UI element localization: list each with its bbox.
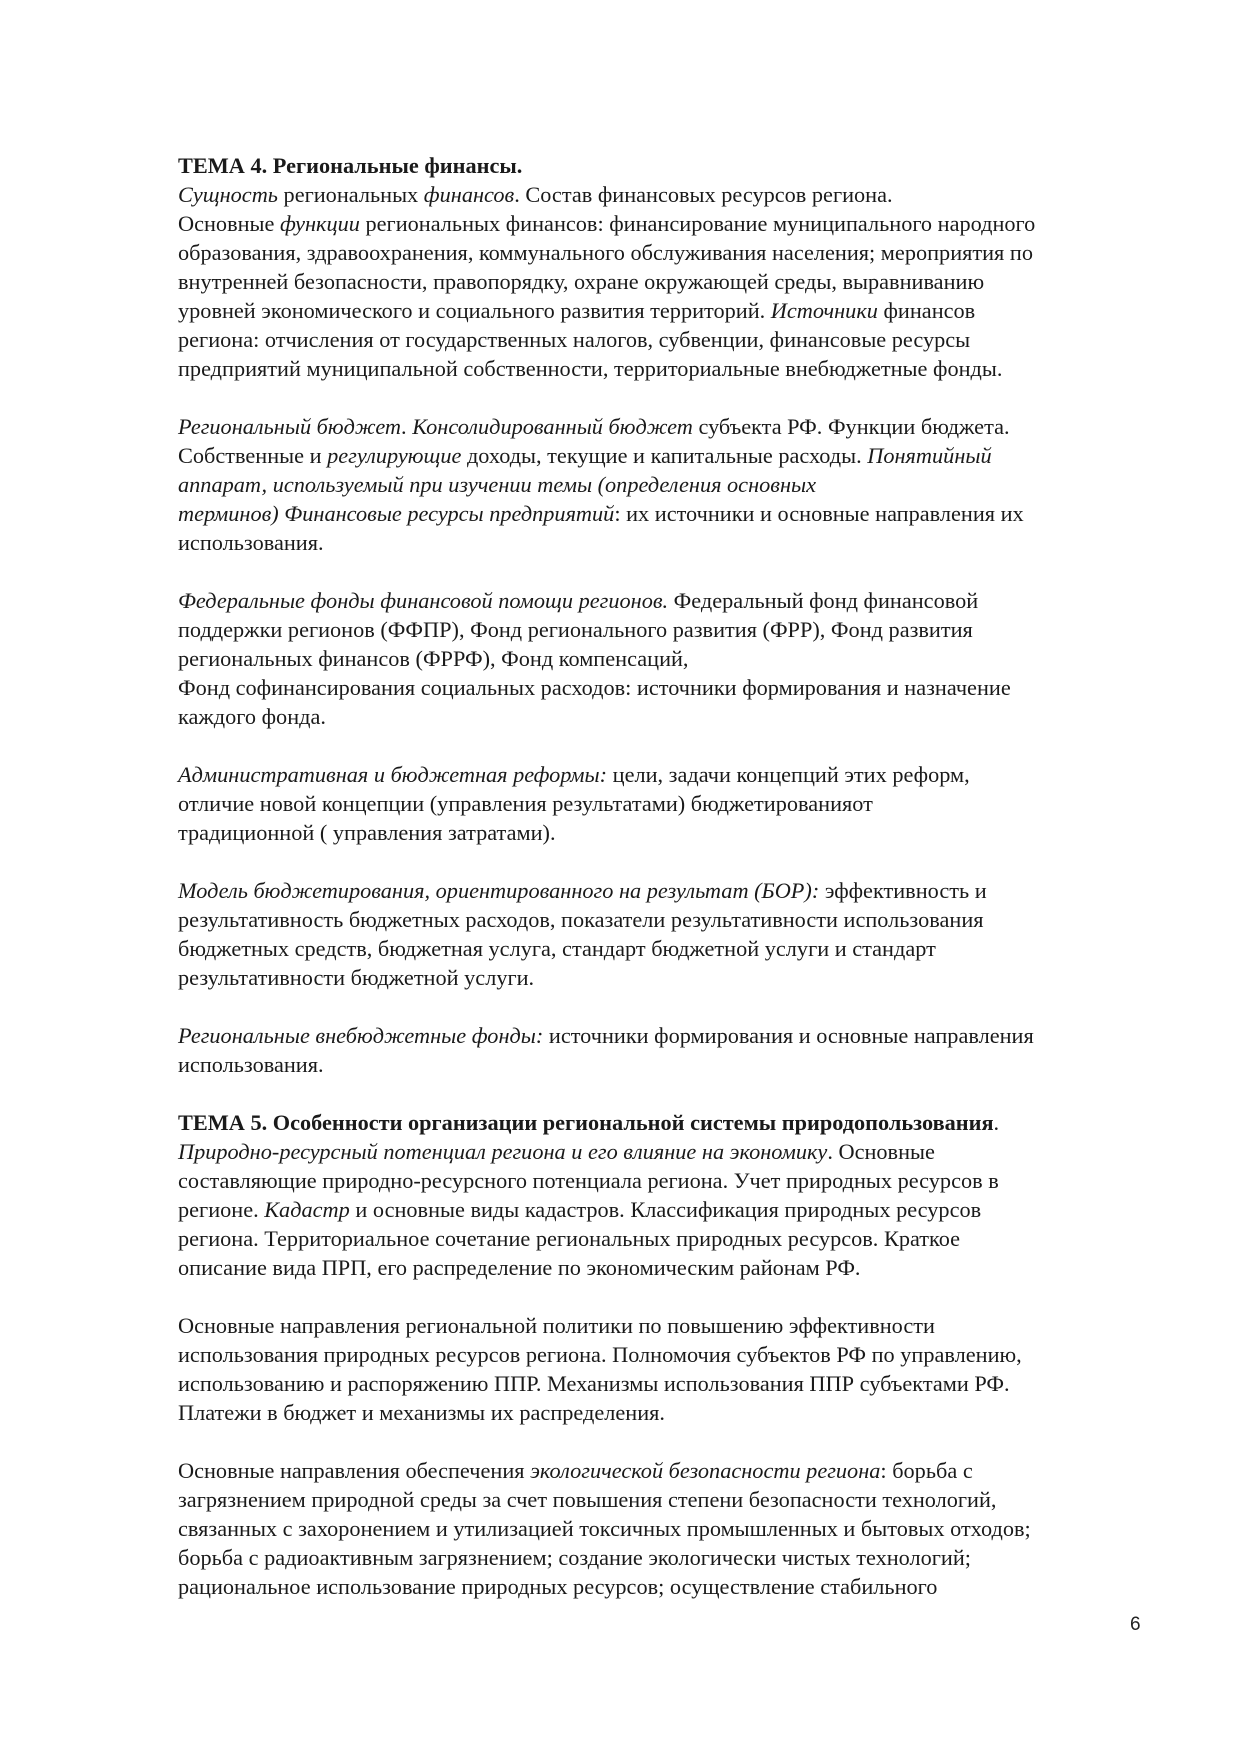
- text-line: [178, 1021, 1163, 1050]
- text-run: Собственные и: [178, 443, 328, 468]
- text-run: . Основные: [827, 1139, 935, 1164]
- topic5-heading-text: ТЕМА 5. Особенности организации региональной системы природопользования: [178, 1110, 994, 1135]
- italic-term: финансов: [423, 182, 515, 207]
- text-run: субъекта РФ. Функции бюджета.: [692, 414, 1010, 439]
- topic5-policy-paragraph: [178, 1311, 1163, 1427]
- text-line: [178, 296, 1163, 325]
- text-line: Платежи в бюджет и механизмы их распределения.: [178, 1400, 665, 1425]
- italic-term: Консолидированный бюджет: [412, 414, 693, 439]
- text-line: описание вида ПРП, его распределение по экономическим районам РФ.: [178, 1255, 861, 1280]
- text-line: рациональное использование природных ресурсов; осуществление стабильного: [178, 1574, 938, 1599]
- text-line: Фонд софинансирования социальных расходов: источники формирования и назначение: [178, 675, 1011, 700]
- page-content: [178, 151, 1163, 1601]
- italic-term: аппарат, используемый при изучении темы (определения основных: [178, 472, 817, 497]
- italic-term: Сущность: [178, 182, 278, 207]
- topic4-heading-text: ТЕМА 4. Региональные финансы.: [178, 153, 523, 178]
- topic4-reforms-paragraph: [178, 760, 1163, 847]
- text-run: источники формирования и основные направления: [543, 1023, 1034, 1048]
- text-line: региона. Территориальное сочетание региональных природных ресурсов. Краткое: [178, 1226, 961, 1251]
- italic-term: экологической безопасности региона: [530, 1458, 881, 1483]
- text-run: Основные: [178, 211, 280, 236]
- text-line: традиционной ( управления затратами).: [178, 820, 556, 845]
- text-line: [178, 1456, 1163, 1485]
- text-line: [178, 876, 1163, 905]
- italic-term: регулирующие: [327, 443, 462, 468]
- text-run: и основные виды кадастров. Классификация природных ресурсов: [349, 1197, 982, 1222]
- topic4-bor-paragraph: [178, 876, 1163, 992]
- text-run: . Состав финансовых ресурсов региона.: [514, 182, 893, 207]
- text-run: региональных финансов: финансирование муниципального народного: [359, 211, 1036, 236]
- text-line: [178, 441, 1163, 470]
- text-line: использованию и распоряжению ППР. Механизмы использования ППР субъектами РФ.: [178, 1371, 1010, 1396]
- text-run: цели, задачи концепций этих реформ,: [607, 762, 970, 787]
- text-line: связанных с захоронением и утилизацией токсичных промышленных и бытовых отходов;: [178, 1516, 1031, 1541]
- text-line: [178, 499, 1163, 528]
- page-number: 6: [1130, 1614, 1141, 1635]
- text-line: [178, 1137, 1163, 1166]
- italic-term: Понятийный: [867, 443, 992, 468]
- topic4-offbudget-paragraph: [178, 1021, 1163, 1079]
- text-run: регионе.: [178, 1197, 265, 1222]
- text-line: бюджетных средств, бюджетная услуга, стандарт бюджетной услуги и стандарт: [178, 936, 936, 961]
- italic-term: Федеральные фонды финансовой помощи регионов.: [178, 588, 669, 613]
- text-line: предприятий муниципальной собственности, территориальные внебюджетные фонды.: [178, 356, 1003, 381]
- text-run: уровней экономического и социального развития территорий.: [178, 298, 771, 323]
- text-line: борьба с радиоактивным загрязнением; создание экологически чистых технологий;: [178, 1545, 971, 1570]
- italic-term: Природно-ресурсный потенциал региона и его влияние на экономику: [178, 1139, 828, 1164]
- italic-term: Административная и бюджетная реформы:: [178, 762, 608, 787]
- italic-term: Кадастр: [264, 1197, 350, 1222]
- text-line: результативность бюджетных расходов, показатели результативности использования: [178, 907, 984, 932]
- text-line: образования, здравоохранения, коммунального обслуживания населения; мероприятия по: [178, 240, 1033, 265]
- text-line: [178, 1195, 1163, 1224]
- italic-term: функции: [280, 211, 360, 236]
- italic-term: Модель бюджетирования, ориентированного на результат (БОР):: [178, 878, 820, 903]
- topic5-heading: [178, 1108, 1163, 1137]
- topic5-intro-paragraph: [178, 1108, 1163, 1282]
- italic-term: Источники: [770, 298, 878, 323]
- text-run: : борьба с: [880, 1458, 973, 1483]
- text-line: отличие новой концепции (управления результатами) бюджетированияот: [178, 791, 873, 816]
- text-run: Федеральный фонд финансовой: [668, 588, 979, 613]
- text-line: [178, 180, 1163, 209]
- text-line: использования.: [178, 530, 324, 555]
- text-line: [178, 470, 1163, 499]
- text-line: поддержки регионов (ФФПР), Фонд регионального развития (ФРР), Фонд развития: [178, 617, 973, 642]
- italic-term: терминов) Финансовые ресурсы предприятий: [178, 501, 615, 526]
- topic4-heading: [178, 151, 1163, 180]
- topic5-ecology-paragraph: [178, 1456, 1163, 1601]
- text-run: : их источники и основные направления их: [614, 501, 1024, 526]
- text-line: региона: отчисления от государственных налогов, субвенции, финансовые ресурсы: [178, 327, 971, 352]
- text-line: [178, 412, 1163, 441]
- text-line: Основные направления региональной политики по повышению эффективности: [178, 1313, 935, 1338]
- text-line: каждого фонда.: [178, 704, 326, 729]
- text-line: региональных финансов (ФРРФ), Фонд компенсаций,: [178, 646, 689, 671]
- paragraph-gap: [178, 383, 1163, 412]
- text-run: доходы, текущие и капитальные расходы.: [461, 443, 868, 468]
- text-line: внутренней безопасности, правопорядку, охране окружающей среды, выравниванию: [178, 269, 985, 294]
- text-run: финансов: [877, 298, 976, 323]
- text-run: региональных: [277, 182, 424, 207]
- text-line: составляющие природно-ресурсного потенциала региона. Учет природных ресурсов в: [178, 1168, 999, 1193]
- text-line: [178, 760, 1163, 789]
- text-line: использования природных ресурсов региона. Полномочия субъектов РФ по управлению,: [178, 1342, 1022, 1367]
- text-line: результативности бюджетной услуги.: [178, 965, 535, 990]
- text-line: [178, 586, 1163, 615]
- topic4-federal-funds-paragraph: [178, 586, 1163, 731]
- topic4-intro-paragraph: [178, 151, 1163, 383]
- italic-term: Региональные внебюджетные фонды:: [178, 1023, 544, 1048]
- text-run: эффективность и: [819, 878, 987, 903]
- topic4-budget-paragraph: [178, 412, 1163, 557]
- text-line: использования.: [178, 1052, 324, 1077]
- text-line: [178, 209, 1163, 238]
- text-line: загрязнением природной среды за счет повышения степени безопасности технологий,: [178, 1487, 997, 1512]
- text-run: .: [401, 414, 413, 439]
- italic-term: Региональный бюджет: [178, 414, 402, 439]
- text-run: .: [993, 1110, 1000, 1135]
- text-run: Основные направления обеспечения: [178, 1458, 531, 1483]
